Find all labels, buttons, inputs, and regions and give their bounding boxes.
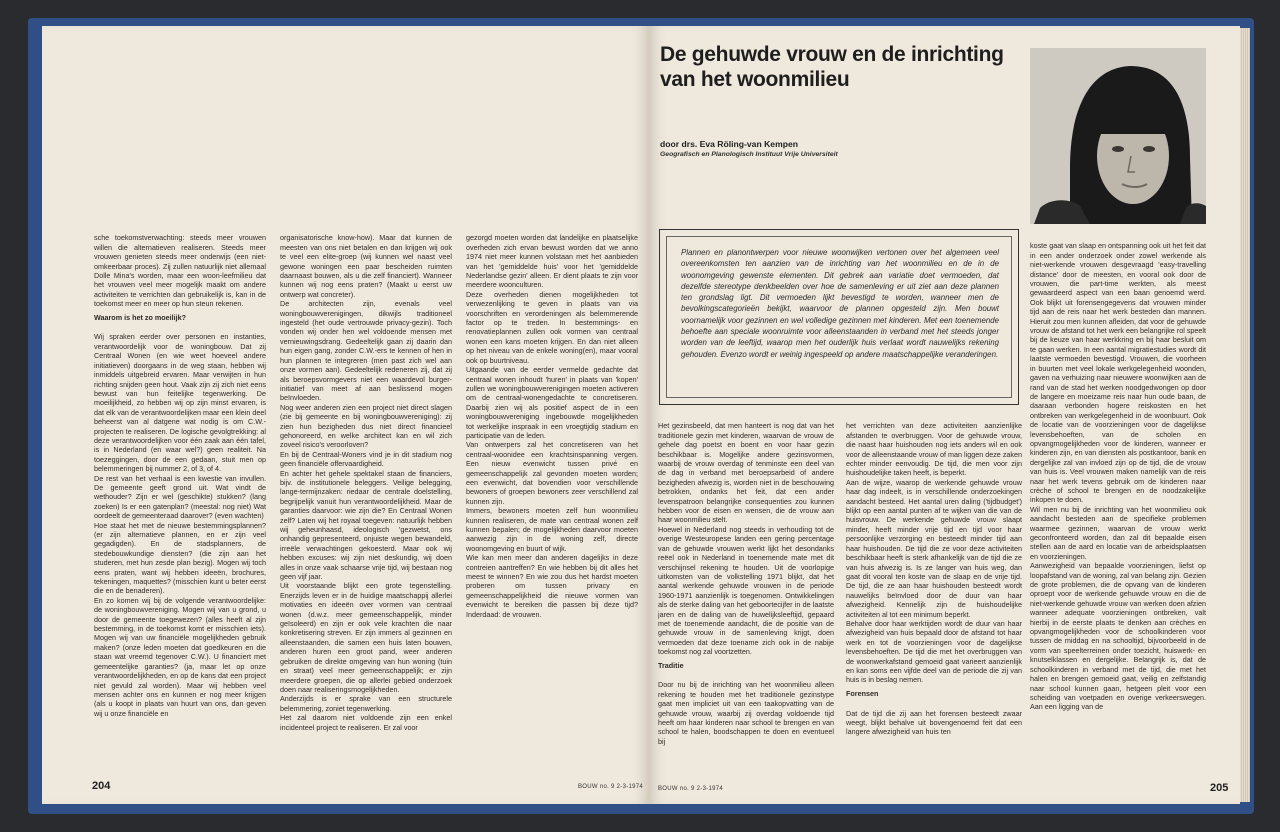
author-affiliation: Geografisch en Planologisch Instituut Vrije Universiteit bbox=[660, 151, 838, 158]
left-column-1 bbox=[94, 224, 266, 779]
right-column-1 bbox=[658, 412, 834, 780]
footer-left: BOUW no. 9 2-3-1974 bbox=[578, 784, 644, 790]
portrait-image bbox=[1030, 48, 1206, 224]
right-col2-text: het verrichten van deze activiteiten aanzienlijke afstanden te overbruggen. Voor de gehuwde vrouw, die naast haar huishouden nog iets anders wil en ook voor de alleenstaande vrouw of man liggen deze zaken echter minder eenvoudig. De tijd, die men voor zijn huishoudelijke taken heeft, is beperkt. Aan de wijze, waarop de werkende gehuwde vrouw haar dag indeelt, is in verschillende onderzoekingen aandacht besteed. Het aantal uren daling ('tijdbudget') blijkt op een aantal punten af te wijken van die van de huisvrouw. De werkende gehuwde vrouw slaapt minder, heeft minder vrije tijd en tijd voor haar persoonlijke verzorging en besteedt minder tijd aan haar huishouden. De tijd die ze voor deze activiteiten beschikbaar heeft is sterk afhankelijk van de tijd die ze van huis afwezig is. Is ze langer van huis weg, dan gaat dit vooral ten koste van de slaap en de vrije tijd. De tijd, die ze aan haar huishouden besteedt wordt nauwelijks beïnvloed door de duur van haar afwezigheid. Kennelijk zijn de huishoudelijke activiteiten al tot een minimum beperkt. Behalve door haar werktijden wordt de duur van haar afwezigheid van huis bepaald door de afstand tot haar werk en tot de voorzieningen voor de dagelijkse levensbehoeften. De tijd die met het overbruggen van de woonwerkafstand gemoeid gaat varieert aanzienlijk en kan soms een vijfde deel van de periode die zij van huis is in beslag nemen. bbox=[846, 421, 1022, 685]
page-edges bbox=[1240, 28, 1250, 802]
left-column-3 bbox=[466, 224, 638, 644]
right-col2-heading: Forensen bbox=[846, 688, 879, 698]
left-col1-text2: Wij spraken eerder over personen en instanties, verantwoordelijk voor de woningbouw. Dat zij Centraal Wonen (en wie weet hoeveel andere initiatieven) doorgaans in de weg staan, hebben wij inmiddels uitgebreid ervaren. Maar verwijten in hun richting snijden geen hout. Vaak zijn zij zich niet eens bewust van hun feitelijke tegenwerking. De moeilijkheid, zo hebben wij op zijn minst ervaren, is dat elk van de verantwoordelijken maar een klein deel beheerst van al datgene wat nodig is om C.W.-projecten te realiseren. De logische gevolgtrekking: al deze verantwoordelijken voor één zaak aan één tafel, is in Nederland (en waar wel?) geen realiteit. Na toezeggingen, door de een gedaan, stuit men op belemmeringen bij nummer 2, of 3, of 4. De rest van het verhaal is een kwestie van invullen. De gemeente geeft grond uit. Wat vindt de wethouder? Zijn er wel (geschikte) stukken? (lang zoeken) Is er een gatenplan? (meestal: nog niet) Wat oordeelt de gemeenteraad daarover? (even wachten) Hoe staat het met de nieuwe bestemmingsplannen? (er zijn alternatieve plannen, en er zijn veel gegadigden). En de stadsplanners, de stedebouwkundige diensten? (die zijn aan het studeren, met hun zesde plan bezig). Mogen wij toch eens praten, want wij hebben ideeën, brochures, tekeningen, maquettes? (misschien kunt u beter eerst die en de benaderen). En zo komen wij bij de volgende verantwoordelijke: de woningbouwvereniging. Mogen wij van u grond, u door de gemeente toegewezen? (alles heeft al zijn bestemming, in de toekomst komt er misschien iets). Mogen wij van uw financiële mogelijkheden gebruik maken? (onze leden moeten dat goedkeuren en die staan wat vreemd tegenover C.W.). U financiert met gemeentelijke garanties? (ja, maar let op onze verantwoordelijkheden, en op de kans dat een project niet gevuld zal worden). Maar wij hebben veel mensen achter ons en kunnen er nog meer krijgen (als u koopt in plaats van huurt van ons, dan geven wij u onze financiële en bbox=[94, 332, 266, 718]
page-number-left: 204 bbox=[92, 780, 111, 792]
article-byline: door drs. Eva Röling-van Kempen bbox=[660, 139, 798, 149]
left-column-2 bbox=[280, 224, 452, 779]
right-col1-heading: Traditie bbox=[658, 660, 684, 670]
right-col1-text: Het gezinsbeeld, dat men hanteert is nog dat van het traditionele gezin met kinderen, waarvan de vrouw de gehele dag poetst en boent en voor haar gezin beschikbaar is. Mogelijke andere gezinsvormen, waarbij de vrouw overdag of tenminste een deel van de dag in verband met beroepsarbeid of andere bezigheden afwezig is, worden niet in de beschouwing betrokken, ondanks het feit, dat een ander levenspatroon belangrijke consequenties zou kunnen hebben voor de eisen en wensen, die de vrouw aan haar woonmilieu stelt. Hoewel in Nederland nog steeds in verhouding tot de overige Westeuropese landen een gering percentage van de gehuwde vrouwen werkt lijkt het desondanks reëel ook in Nederland in toenemende mate met dit verschijnsel rekening te houden. Uit de voorlopige uitkomsten van de volkstelling 1971 blijkt, dat het aantal werkende gehuwde vrouwen in de periode 1960-1971 aanzienlijk is toegenomen. Ontwikkelingen als de sterke daling van het geboortecijfer in de laatste jaren en de daling van de huwelijksleeftijd, gepaard met de toenemende aandacht, die de positie van de gehuwde vrouw in de samenleving krijgt, doen vermoeden dat deze toename zich ook in de nabije toekomst nog zal voortzetten. bbox=[658, 421, 834, 657]
left-col1-text: sche toekomstverwachting: steeds meer vrouwen willen die alternatieven realiseren. Steeds meer vrouwen genieten steeds meer onderwijs (een niet-omkeerbaar proces). Zij zullen natuurlijk niet allemaal Dolle Mina's worden, maar een woon-leefmilieu dat het vrouwen veel meer mogelijk maakt om andere activiteiten te verrichten dan gebruikelijk is, kan in de toekomst meer en meer op hun steun rekenen. bbox=[94, 233, 266, 309]
left-col2-text: organisatorische know-how). Maar dat kunnen de meesten van ons niet betalen en dan krijgen wij ook te veel een elite-groep (wij kunnen wel naast veel gewone woningen een paar bescheiden ruimten daarnaast bouwen, als u die zelf financiert). Wanneer kunnen wij nog eens praten? (Maakt u eerst uw ontwerp wat concreter). De architecten zijn, evenals veel woningbouwverenigingen, dikwijls traditioneel ingesteld (het oude vertrouwde privacy-gezin). Toch vonden wij onder hen wel voldoende mensen met vernieuwingsdrang. Gedeeltelijk gaan zij daarin dan hun eigen gang, zonder C.W.-ers te kennen of hen in hun plannen te integreren (men past zich wel aan onze vormen aan). Gedeeltelijk redeneren zij, dat zij als beroepsvormgevers niet een waardevol burger-initiatief van meet af aan beslissend mogen beïnvloeden. Nog weer anderen zien een project niet direct slagen (zie bij gemeente en bij woningbouwvereniging): zij zien hun bezigheden dus niet direct financieel gehonoreerd, en welke architect kan en wil zich zoveel risico's veroorloven? En bij de Centraal-Woners vind je in dit stadium nog geen financiële offervaardigheid. En achter het gehele spektakel staan de financiers, bijv. de institutionele beleggers. Veilige belegging, lange-termijnzaken: riedaar de centrale doelstelling, begrijpelijk vanuit hun verantwoordelijkheid. Maar de garanties daarvoor: wie zijn die? En Centraal Wonen zelf? Laten wij het royaal toegeven: natuurlijk hebben wij geheunhaasd, ideologisch 'gezwetst, ons onhandig gepresenteerd, onjuiste wegen bewandeld, irreële verwachtingen gekoesterd. Maar ook wij hebben excuses: wij zijn niet deskundig, wij doen alles in onze vaak schaarse vrije tijd, wij bestaan nog geen vijf jaar. Uit voorstaande blijkt een grote tegenstelling. Enerzijds leven er in de huidige maatschappij allerlei motivaties en ideeën over vormen van centraal wonen (d.w.z. meer gemeenschappelijk, minder geïsoleerd) en zijn er ook vele krachten die naar konkretisering streven. Er zijn immers al gezinnen en alleenstaanden, die samen een huis laten bouwen, anderen huren een groot pand, weer anderen gebruiken de direkte omgeving van hun woning (tuin en straat) veel meer gemeenschappelijk; er zijn meerdere groepen, die op allerlei gebied onderzoek doen naar realiseringsmogelijkheden. Anderzijds is er sprake van een structurele belemmering, zoniet tegenwerking. Het zal daarom niet voldoende zijn een enkel incidenteel project te realiseren. Er zal voor bbox=[280, 233, 452, 732]
right-column-2 bbox=[846, 412, 1022, 780]
right-col2-text2: Dat de tijd die zij aan het forensen besteedt zwaar weegt, blijkt behalve uit bovengenoemd feit dat een langere afwezigheid van huis ten bbox=[846, 708, 1022, 737]
article-title: De gehuwde vrouw en de inrichting van het woonmilieu bbox=[660, 43, 1004, 91]
right-col3-text: koste gaat van slaap en ontspanning ook uit het feit dat in een ander onderzoek onder zowel werkende als niet-werkende vrouwen desgevraagd 'easy-travelling distance' door de meesten, en vooral ook door de vrouwen, die part-time werkten, als meest gewaardeerd aspect van een baan genoemd werd. Ook blijkt uit forensengegevens dat vrouwen minder tijd aan de reis naar het werk besteden dan mannen. Hieruit zou men kunnen afleiden, dat voor de gehuwde vrouw de afstand tot het werk een belangrijke rol speelt bij de keuze van haar werkkring en bij haar besluit om te gaan werken. In een aantal migratiestudies wordt dit laatste vermoeden bevestigd. Vrouwen, die voorheen in buurten met veel lokale werkgelegenheid woonden, gaven na verhuizing naar nieuwere woonwijken aan de rand van de stad het werken noodgedwongen op door de langere en moeizame reis naar hun oude baan, de daaraan verbonden hogere reiskosten en het ontbreken van werkgelegenheid in de woonbuurt. Ook de locatie van de voorzieningen voor de dagelijkse levensbehoeften, van de scholen en opvangmogelijkheden voor de kinderen, wanneer er kinderen zijn, en van diensten als postkantoor, bank en dergelijke zal van invloed zijn op de tijd, die de vrouw van huis is. Veel vrouwen maken namelijk van de reis naar het werk tevens gebruik om de kinderen naar crèche of school te brengen en de noodzakelijke inkopen te doen. Wil men nu bij de inrichting van het woonmilieu ook aandacht besteden aan de specifieke problemen waarmee gezinnen, waarvan de vrouw werkt geconfronteerd worden, dan zal dit bepaalde eisen stellen aan de aard en locatie van de arbeidsplaatsen en voorzieningen. Aanwezigheid van bepaalde voorzieningen, liefst op loopafstand van de woning, zal van belang zijn. Gezien de grote problemen, die de opvang van de kinderen oproept voor de werkende gehuwde vrouw en die de niet-werkende gehuwde vrouw van werken doen afzien wanneer adequate voorzieningen ontbreken, valt hierbij in de eerste plaats te denken aan crèches en opvangmogelijkheden voor de schoolkinderen voor tussen de middag en na schooltijd, bijvoorbeeld in de vorm van speelterreinen onder toezicht, huiswerk- en knutselklassen en dergelijke. Belangrijk is, dat de schoolkinderen in verband met de tijd, die met het halen en brengen gemoeid gaat, veilig en zelfstandig naar school kunnen gaan, hetgeen pleit voor een scheiding van voetpaden en overige verkeerswegen. Aan een ligging van de bbox=[1030, 241, 1206, 712]
intro-text: Plannen en planontwerpen voor nieuwe woonwijken vertonen over het algemeen veel overeenkomsten ten aanzien van de inrichting van het woonmilieu en de in de woonomgeving gewenste elementen. Dit gebrek aan variatie doet vermoeden, dat dezelfde stereotype denkbeelden over hoe de samenleving er uit ziet aan deze plannen ten grondslag ligt. Dit vermoeden lijkt bevestigd te worden, wanneer men de bevolkingscategorieën bekijkt, waarvoor de plannen opgesteld zijn. Men bouwt voornamelijk voor gezinnen en wel volledige gezinnen met kinderen. Met een toenemende behoefte aan speciale woonruimte voor alleenstaanden in verband met het steeds jonger worden van de leeftijd, waarop men het ouderlijk huis verlaat wordt nauwelijks rekening gehouden. Evenzo wordt er weinig ingespeeld op andere maatschappelijke veranderingen. bbox=[666, 236, 1012, 398]
left-col3-text: gezorgd moeten worden dat landelijke en plaatselijke overheden zich ervan bewust worden dat we anno 1974 niet meer kunnen volstaan met het aanbieden van het 'gemiddelde huis' voor het 'gemiddelde Nederlandse gezin' alleen. Er dient plaats te zijn voor meerdere woonculturen. Deze overheden dienen mogelijkheden tot verwezenlijking te geven in plaats van via voorschriften en verordeningen als belemmerende factor op te treden. In bestemmings- en renovatieplannen zullen ook vormen van centraal wonen een kans moeten krijgen. En dan niet alleen op het niveau van de enkele woning(en), maar vooral ook op buurtniveau. Uitgaande van de eerder vermelde gedachte dat centraal wonen inhoudt 'huren' in plaats van 'kopen' zullen we woningbouwverenigingen moeten activeren om de centraal-wonengedachte te concretiseren. Daarbij zien wij als positief aspect de in een woningbouwvereniging ingebouwde mogelijkheden tot werkelijke inspraak in een vroegtijdig stadium en participatie van de leden. Van ontwerpers zal het concretiseren van het centraal-woonidee een krachtsinspanning vergen. Een nieuw evenwicht tussen privé en gemeenschappelijk zal gevonden moeten worden; een evenwicht, dat bovendien voor verschillende bewoners of groepen bewoners zeer verschillend zal kunnen zijn. Immers, bewoners moeten zelf hun woonmilieu kunnen realiseren, de mate van centraal wonen zelf kunnen bepalen; de mogelijkheden daarvoor moeten aanwezig zijn in de woning zelf, directe woonomgeving en buurt of wijk. Wie kan men meer dan anderen dagelijks in deze contreien aantreffen? En wie hebben bij dit alles het meest te winnen? En wie zou dus het hardst moeten proberen om tussen privacy en gemeenschappelijkheid die nieuwe vormen van evenwicht te bereiken die passen bij deze tijd? Inderdaad: de vrouwen. bbox=[466, 233, 638, 619]
right-col1-text2: Door nu bij de inrichting van het woonmilieu alleen rekening te houden met het traditionele gezinstype gaat men impliciet uit van een taakopvatting van de gehuwde vrouw, waarbij zij overdag voldoende tijd heeft om haar kinderen naar school te brengen en van school te halen, boodschappen te doen en eventueel bij bbox=[658, 680, 834, 746]
right-column-3 bbox=[1030, 232, 1206, 780]
author-portrait-photo bbox=[1030, 48, 1206, 224]
page-number-right: 205 bbox=[1210, 782, 1229, 794]
footer-right: BOUW no. 9 2-3-1974 bbox=[658, 786, 724, 792]
left-col1-heading: Waarom is het zo moeilijk? bbox=[94, 312, 186, 322]
intro-box bbox=[659, 229, 1019, 405]
left-page bbox=[42, 26, 650, 804]
